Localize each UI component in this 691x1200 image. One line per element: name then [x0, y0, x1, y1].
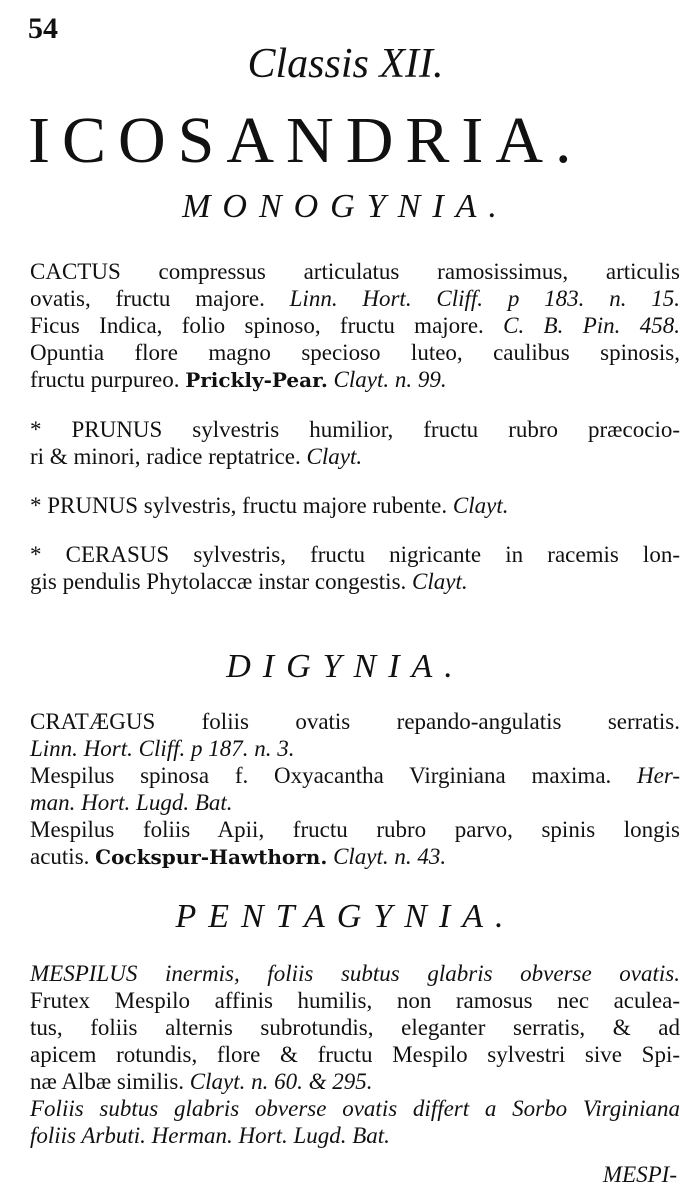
- order-heading-monogynia: MONOGYNIA.: [182, 188, 509, 225]
- text: ovatis, fructu majore.: [30, 286, 265, 311]
- digynia-entries: [30, 708, 680, 871]
- vernacular-name: Cockspur-Hawthorn.: [95, 845, 328, 869]
- text: acutis.: [30, 844, 90, 869]
- reference: Her-: [637, 763, 680, 788]
- reference: Clayt. n. 60. & 295.: [189, 1069, 373, 1094]
- entry-prunus-humilior: [30, 416, 680, 470]
- vernacular-name: Prickly-Pear.: [185, 368, 328, 392]
- text-line: apicem rotundis, flore & fructu Mespilo sylvestri sive Spi-: [30, 1042, 680, 1067]
- entry-cactus: [30, 258, 680, 394]
- text-line: CACTUS compressus articulatus ramosissimus, articulis: [30, 259, 680, 284]
- text: næ Albæ similis.: [30, 1069, 185, 1094]
- text: fructu purpureo.: [30, 367, 180, 392]
- reference: Clayt.: [412, 569, 468, 594]
- text-line: * CERASUS sylvestris, fructu nigricante in racemis lon-: [30, 542, 680, 567]
- text: * PRUNUS sylvestris, fructu majore rubente.: [30, 493, 448, 518]
- reference: Linn. Hort. Cliff. p 183. n. 15.: [289, 286, 680, 311]
- text: Ficus Indica, folio spinoso, fructu majore.: [30, 313, 484, 338]
- text-line: Opuntia flore magno specioso luteo, caulibus spinosis,: [30, 340, 680, 365]
- text-line: [30, 443, 680, 470]
- text: Mespilus spinosa f. Oxyacantha Virginiana maxima.: [30, 763, 612, 788]
- reference: Clayt.: [306, 444, 363, 469]
- text-line: tus, foliis alternis subrotundis, eleganter serratis, & ad: [30, 1015, 680, 1040]
- text-line: [30, 312, 680, 339]
- pentagynia-entries: [30, 960, 680, 1149]
- text-line: Foliis subtus glabris obverse ovatis differt a Sorbo Virginiana: [30, 1096, 680, 1121]
- reference: Clayt. n. 43.: [333, 844, 447, 869]
- text-line: [30, 843, 680, 871]
- text-line: CRATÆGUS foliis ovatis repando-angulatis serratis.: [30, 709, 680, 734]
- monogynia-entries: [30, 258, 680, 617]
- entry-cerasus: [30, 541, 680, 595]
- reference-line: Linn. Hort. Cliff. p 187. n. 3.: [30, 736, 295, 761]
- text-line: [30, 366, 680, 394]
- reference: Clayt. n. 99.: [333, 367, 447, 392]
- text-line: [30, 285, 680, 312]
- text-line: * PRUNUS sylvestris humilior, fructu rubro præcocio-: [30, 417, 680, 442]
- order-heading-digynia: DIGYNIA.: [226, 648, 465, 685]
- text-line: [30, 762, 680, 789]
- class-name-heading: ICOSANDRIA.: [28, 104, 584, 177]
- catchword: MESPI-: [602, 1162, 677, 1187]
- text-line: [30, 568, 680, 595]
- reference-line: man. Hort. Lugd. Bat.: [30, 790, 233, 815]
- text: gis pendulis Phytolaccæ instar congestis.: [30, 569, 407, 594]
- text-line: [30, 1068, 680, 1095]
- reference: C. B. Pin. 458.: [503, 313, 680, 338]
- entry-prunus-sylvestris: [30, 492, 680, 519]
- text-line: MESPILUS inermis, foliis subtus glabris obverse ovatis.: [30, 961, 680, 986]
- text-line: foliis Arbuti. Herman. Hort. Lugd. Bat.: [30, 1123, 390, 1148]
- page-number: 54: [28, 12, 58, 45]
- text: ri & minori, radice reptatrice.: [30, 444, 301, 469]
- classis-heading: Classis XII.: [247, 41, 444, 87]
- reference: Clayt.: [452, 493, 509, 518]
- text-line: Frutex Mespilo affinis humilis, non ramosus nec aculea-: [30, 988, 680, 1013]
- text-line: Mespilus foliis Apii, fructu rubro parvo, spinis longis: [30, 817, 680, 842]
- order-heading-pentagynia: PENTAGYNIA.: [175, 898, 516, 935]
- text-line: [30, 492, 680, 519]
